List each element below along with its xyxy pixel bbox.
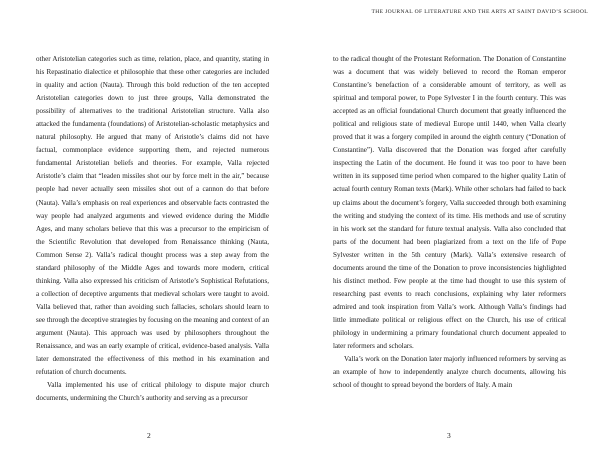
paragraph: Valla’s work on the Donation later majorly influenced reformers by serving as an example of how to independently analyze church documents, allowing his school of thought to spread beyond the borders of Italy. A main — [333, 355, 566, 390]
right-page — [300, 0, 600, 463]
paragraph: Valla implemented his use of critical philology to dispute major church documents, undermining the Church’s authority and serving as a precursor — [36, 381, 269, 403]
right-page-text — [333, 53, 566, 392]
paragraph: to the radical thought of the Protestant Reformation. The Donation of Constantine was a document that was widely believed to record the Roman emperor Constantine’s benefaction of a considerable amount of territory, as well as spiritual and temporal power, to Pope Sylvester I in the fourth century. This was accepted as an official foundational Church document that greatly influenced the political and religious state of medieval Europe until 1440, when Valla clearly proved that it was a forgery compiled in around the eighth century (“Donation of Constantine”). Valla discovered that the Donation was forged after carefully inspecting the Latin of the document. He found it was too poor to have been written in its supposed time period when compared to the higher quality Latin of actual fourth century Roman texts (Mark). While other scholars had failed to back up claims about the document’s forgery, Valla succeeded through both examining the writing and studying the context of its time. His methods and use of scrutiny in his work set the standard for future textual analysis. Valla also concluded that parts of the document had been plagiarized from a text on the life of Pope Sylvester written in the 5th century (Mark). Valla’s extensive research of documents around the time of the Donation to prove inconsistencies highlighted his distinct method. Few people at the time had thought to use this system of researching past events to reach conclusions, explaining why later reformers admired and took inspiration from Valla’s work. Although Valla’s findings had little immediate political or religious effect on the Church, his use of critical philology in undermining a primary foundational church document appealed to later reformers and scholars. — [333, 55, 566, 351]
running-header: THE JOURNAL OF LITERATURE AND THE ARTS AT SAINT DAVID’S SCHOOL — [371, 9, 588, 15]
page-number: 2 — [147, 431, 151, 440]
paragraph: other Aristotelian categories such as time, relation, place, and quantity, stating in his Repastinatio dialectice et philosophie that these other categories are included in quality and action (Nauta). Through this bold reduction of the ten accepted Aristotelian categories down to just three groups, Valla demonstrated the possibility of alternatives to the traditional Aristotelian structure. Valla also attacked the fundamenta (foundations) of Aristotelian-scholastic metaphysics and natural philosophy. He argued that many of Aristotle’s claims did not have factual, commonplace evidence supporting them, and rejected numerous fundamental Aristotelian beliefs and theories. For example, Valla rejected Aristotle’s claim that “leaden missiles shot our by force melt in the air,” because people had never actually seen missiles shot out of a cannon do that before (Nauta). Valla’s emphasis on real experiences and observable facts contrasted the way people had analyzed arguments and viewed evidence during the Middle Ages, and many scholars believe that this was a precursor to the empiricism of the Scientific Revolution that developed from Renaissance thinking (Nauta, Common Sense 2). Valla’s radical thought process was a step away from the standard philosophy of the Middle Ages and towards more modern, critical thinking. Valla also expressed his criticism of Aristotle’s Sophistical Refutations, a collection of deceptive arguments that medieval scholars were taught to avoid. Valla believed that, rather than avoiding such fallacies, scholars should learn to see through the deceptive strategies by focusing on the meaning and context of an argument (Nauta). This approach was used by philosophers throughout the Renaissance, and was an early example of critical, evidence-based analysis. Valla later demonstrated the effectiveness of this method in his examination and refutation of church documents. — [36, 55, 269, 377]
left-page-text — [36, 53, 269, 405]
page-number: 3 — [447, 431, 451, 440]
